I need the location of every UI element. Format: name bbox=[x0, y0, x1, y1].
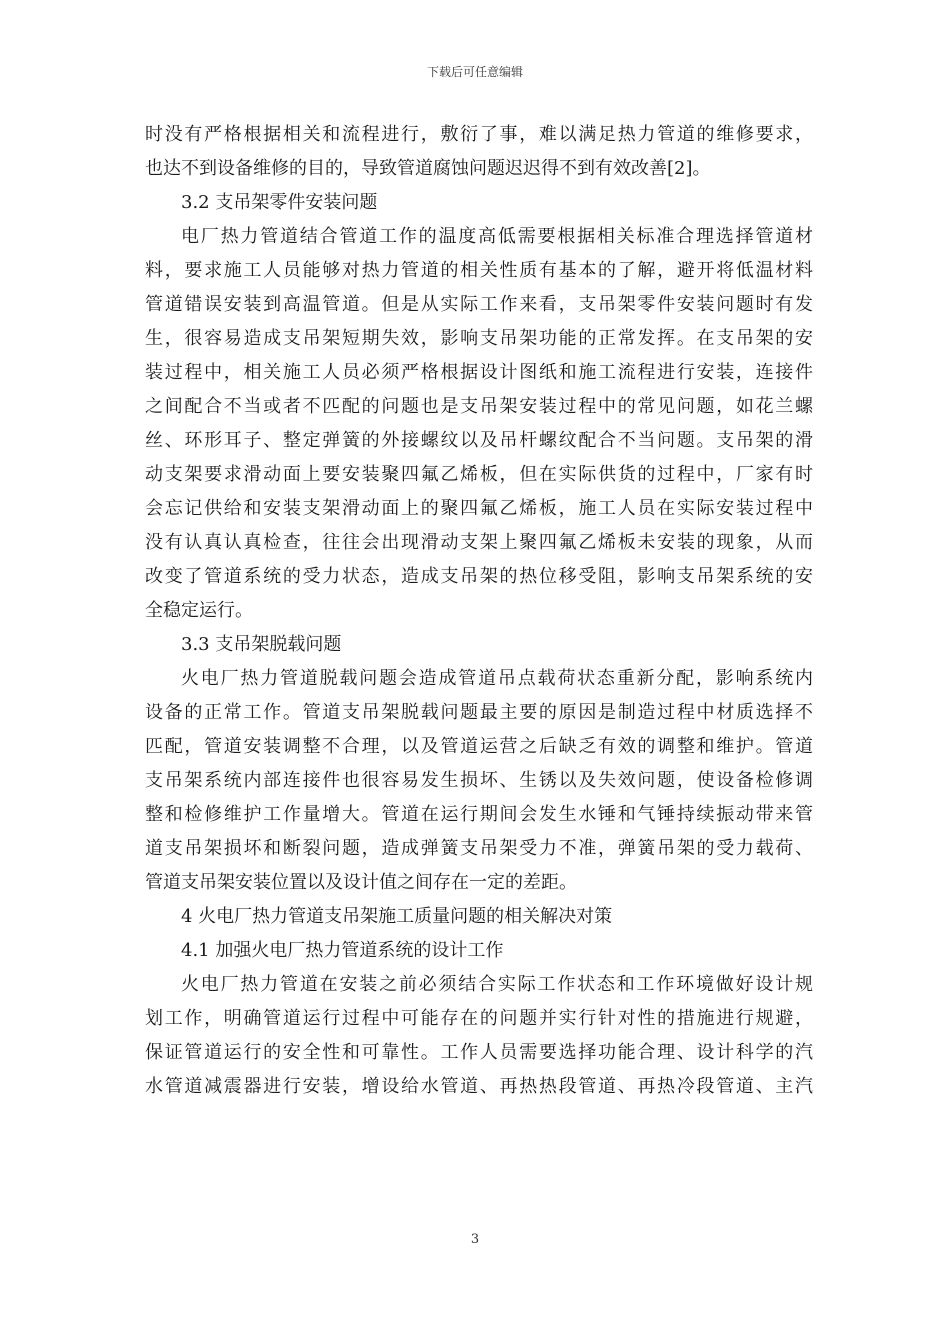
page-header: 下载后可任意编辑 bbox=[426, 65, 523, 79]
text-line: 时没有严格根据相关和流程进行，敷衍了事，难以满足热力管道的维修要求， bbox=[145, 124, 813, 145]
text-line: 管道支吊架安装位置以及设计值之间存在一定的差距。 bbox=[145, 872, 577, 893]
text-line: 支吊架系统内部连接件也很容易发生损坏、生锈以及失效问题，使设备检修调 bbox=[145, 770, 813, 791]
text-line: 之间配合不当或者不匹配的问题也是支吊架安装过程中的常见问题，如花兰螺 bbox=[145, 396, 813, 417]
text-line: 改变了管道系统的受力状态，造成支吊架的热位移受阻，影响支吊架系统的安 bbox=[145, 566, 813, 587]
text-line: 也达不到设备维修的目的，导致管道腐蚀问题迟迟得不到有效改善[2]。 bbox=[145, 158, 711, 179]
text-line: 生，很容易造成支吊架短期失效，影响支吊架功能的正常发挥。在支吊架的安 bbox=[145, 328, 813, 349]
page-number: 3 bbox=[470, 1232, 480, 1247]
text-line: 火电厂热力管道脱载问题会造成管道吊点载荷状态重新分配，影响系统内 bbox=[181, 668, 813, 689]
text-line: 匹配，管道安装调整不合理，以及管道运营之后缺乏有效的调整和维护。管道 bbox=[145, 736, 813, 757]
text-line: 料，要求施工人员能够对热力管道的相关性质有基本的了解，避开将低温材料 bbox=[145, 260, 813, 281]
text-line: 4.1 加强火电厂热力管道系统的设计工作 bbox=[181, 940, 504, 961]
text-line: 全稳定运行。 bbox=[145, 600, 253, 621]
text-line: 设备的正常工作。管道支吊架脱载问题最主要的原因是制造过程中材质选择不 bbox=[145, 702, 813, 723]
text-line: 丝、环形耳子、整定弹簧的外接螺纹以及吊杆螺纹配合不当问题。支吊架的滑 bbox=[145, 430, 813, 451]
text-line: 3.2 支吊架零件安装问题 bbox=[181, 192, 378, 213]
text-line: 4 火电厂热力管道支吊架施工质量问题的相关解决对策 bbox=[181, 906, 613, 927]
text-line: 会忘记供给和安装支架滑动面上的聚四氟乙烯板，施工人员在实际安装过程中 bbox=[145, 498, 813, 519]
text-line: 动支架要求滑动面上要安装聚四氟乙烯板，但在实际供货的过程中，厂家有时 bbox=[145, 464, 813, 485]
text-line: 没有认真认真检查，往往会出现滑动支架上聚四氟乙烯板未安装的现象，从而 bbox=[145, 532, 813, 553]
text-line: 3.3 支吊架脱载问题 bbox=[181, 634, 342, 655]
text-line: 划工作，明确管道运行过程中可能存在的问题并实行针对性的措施进行规避， bbox=[145, 1008, 813, 1029]
text-line: 水管道减震器进行安装，增设给水管道、再热热段管道、再热冷段管道、主汽 bbox=[145, 1076, 813, 1097]
document-body bbox=[145, 118, 813, 1104]
text-line: 电厂热力管道结合管道工作的温度高低需要根据相关标准合理选择管道材 bbox=[181, 226, 813, 247]
text-line: 道支吊架损坏和断裂问题，造成弹簧支吊架受力不准，弹簧吊架的受力载荷、 bbox=[145, 838, 813, 859]
text-line: 保证管道运行的安全性和可靠性。工作人员需要选择功能合理、设计科学的汽 bbox=[145, 1042, 813, 1063]
text-line: 管道错误安装到高温管道。但是从实际工作来看，支吊架零件安装问题时有发 bbox=[145, 294, 813, 315]
text-line: 火电厂热力管道在安装之前必须结合实际工作状态和工作环境做好设计规 bbox=[181, 974, 813, 995]
text-line: 装过程中，相关施工人员必须严格根据设计图纸和施工流程进行安装，连接件 bbox=[145, 362, 813, 383]
text-line: 整和检修维护工作量增大。管道在运行期间会发生水锤和气锤持续振动带来管 bbox=[145, 804, 813, 825]
